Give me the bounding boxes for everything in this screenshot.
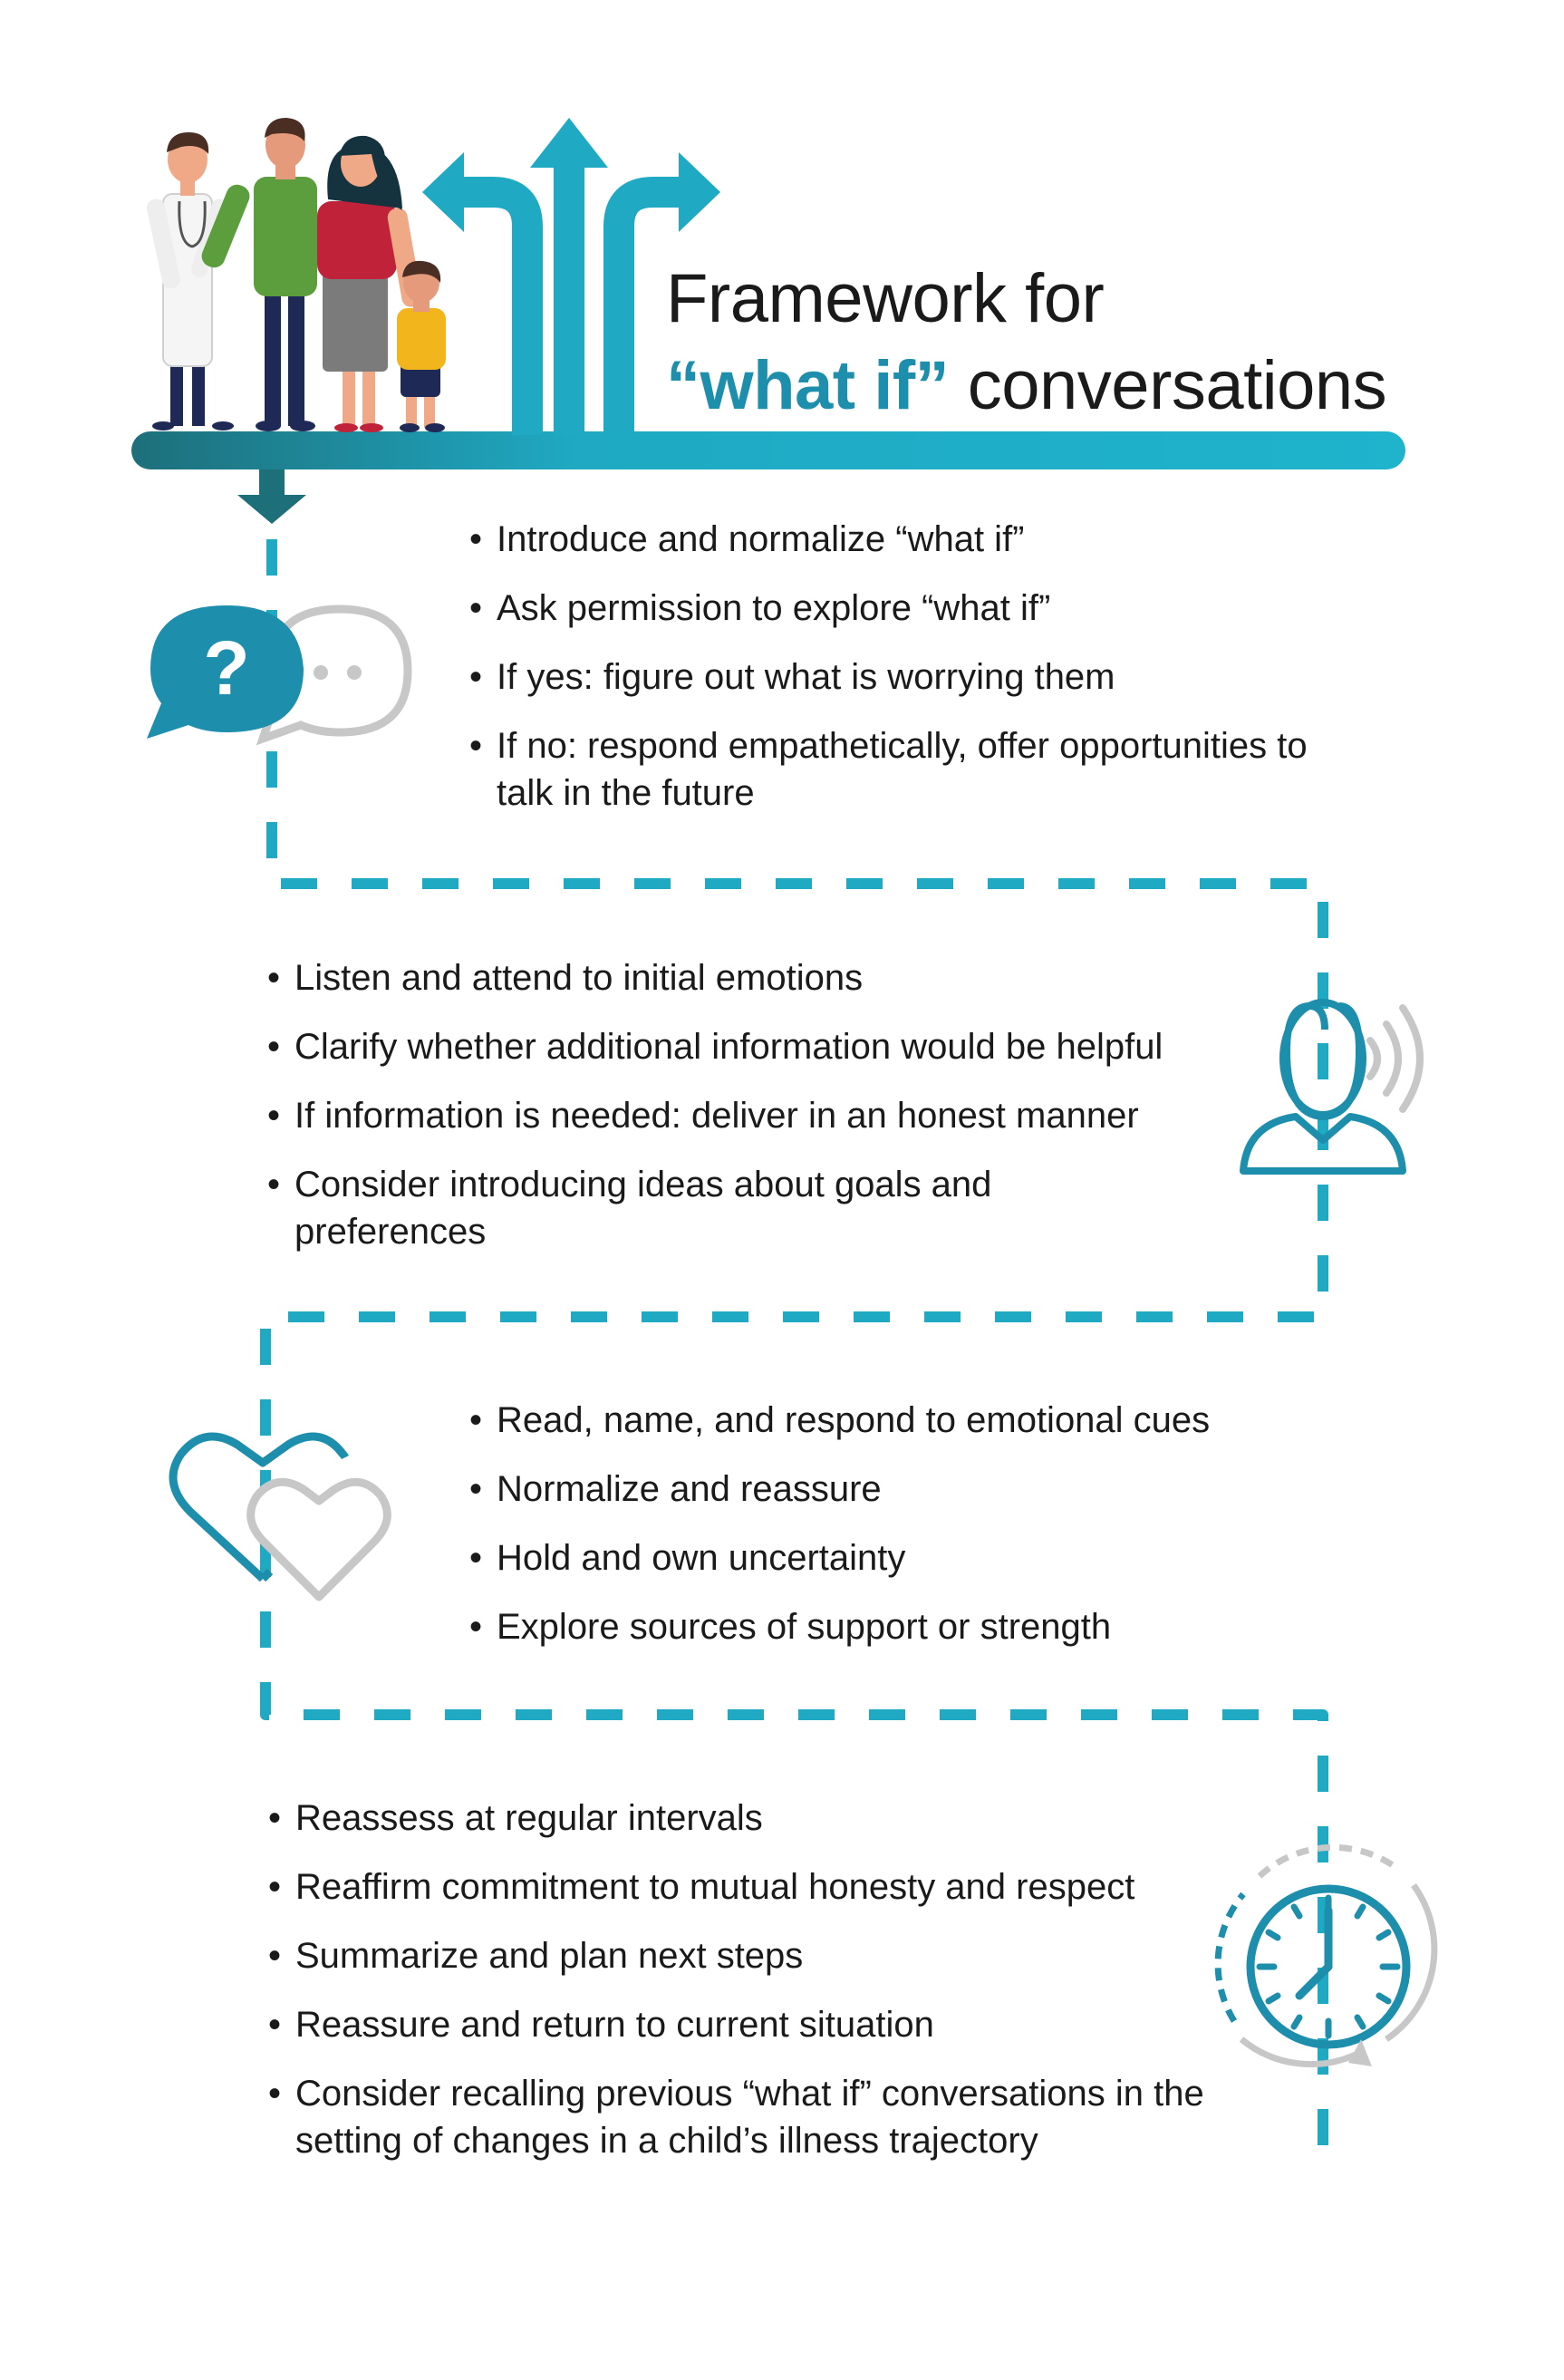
step-3-item: • Read, name, and respond to emotional cues	[469, 1397, 1376, 1444]
page-title	[666, 256, 1386, 430]
step-4-item: • Reassure and return to current situation	[268, 2001, 1265, 2048]
step-4-item: • Reassess at regular intervals	[268, 1795, 1265, 1842]
step-1-item: • If yes: figure out what is worrying them	[469, 653, 1376, 701]
step-2-item: • Listen and attend to initial emotions	[267, 954, 1264, 1001]
step-3-list	[469, 1397, 1376, 1672]
down-arrow-icon	[237, 469, 306, 524]
child-figure	[397, 261, 446, 432]
chat-question-icon	[147, 605, 408, 739]
two-hearts-icon	[173, 1437, 387, 1597]
title-line-1: Framework for	[666, 260, 1105, 337]
step-2-list	[267, 954, 1264, 1277]
step-2-item: • If information is needed: deliver in an honest manner	[267, 1092, 1264, 1139]
step-4-item: • Reaffirm commitment to mutual honesty and respect	[268, 1863, 1265, 1911]
header-bar	[131, 431, 1405, 469]
step-3-item: • Normalize and reassure	[469, 1466, 1376, 1513]
branch-arrows-icon	[453, 163, 689, 435]
step-4-item: • Consider recalling previous “what if” conversations in the setting of changes in a child’s illness trajectory	[268, 2070, 1238, 2164]
listening-person-icon	[1243, 1002, 1420, 1171]
step-1-item: • Introduce and normalize “what if”	[469, 516, 1376, 563]
doctor-figure	[145, 132, 234, 431]
step-1-list	[469, 516, 1376, 838]
man-figure	[198, 118, 317, 431]
step-2-item: • Consider introducing ideas about goals and preferences	[267, 1161, 1019, 1255]
step-2-item: • Clarify whether additional information would be helpful	[267, 1023, 1264, 1070]
title-accent: “what if”	[666, 347, 950, 424]
title-line-2	[666, 343, 1386, 430]
step-3-item: • Hold and own uncertainty	[469, 1534, 1376, 1582]
step-1-item: • Ask permission to explore “what if”	[469, 585, 1376, 632]
svg-text:?: ?	[203, 625, 250, 711]
step-3-item: • Explore sources of support or strength	[469, 1603, 1376, 1650]
step-4-item: • Summarize and plan next steps	[268, 1932, 1265, 1979]
family-illustration	[145, 118, 446, 432]
step-4-list	[268, 1795, 1265, 2186]
title-rest: conversations	[949, 347, 1387, 424]
step-1-item: • If no: respond empathetically, offer opportunities to talk in the future	[469, 722, 1366, 817]
